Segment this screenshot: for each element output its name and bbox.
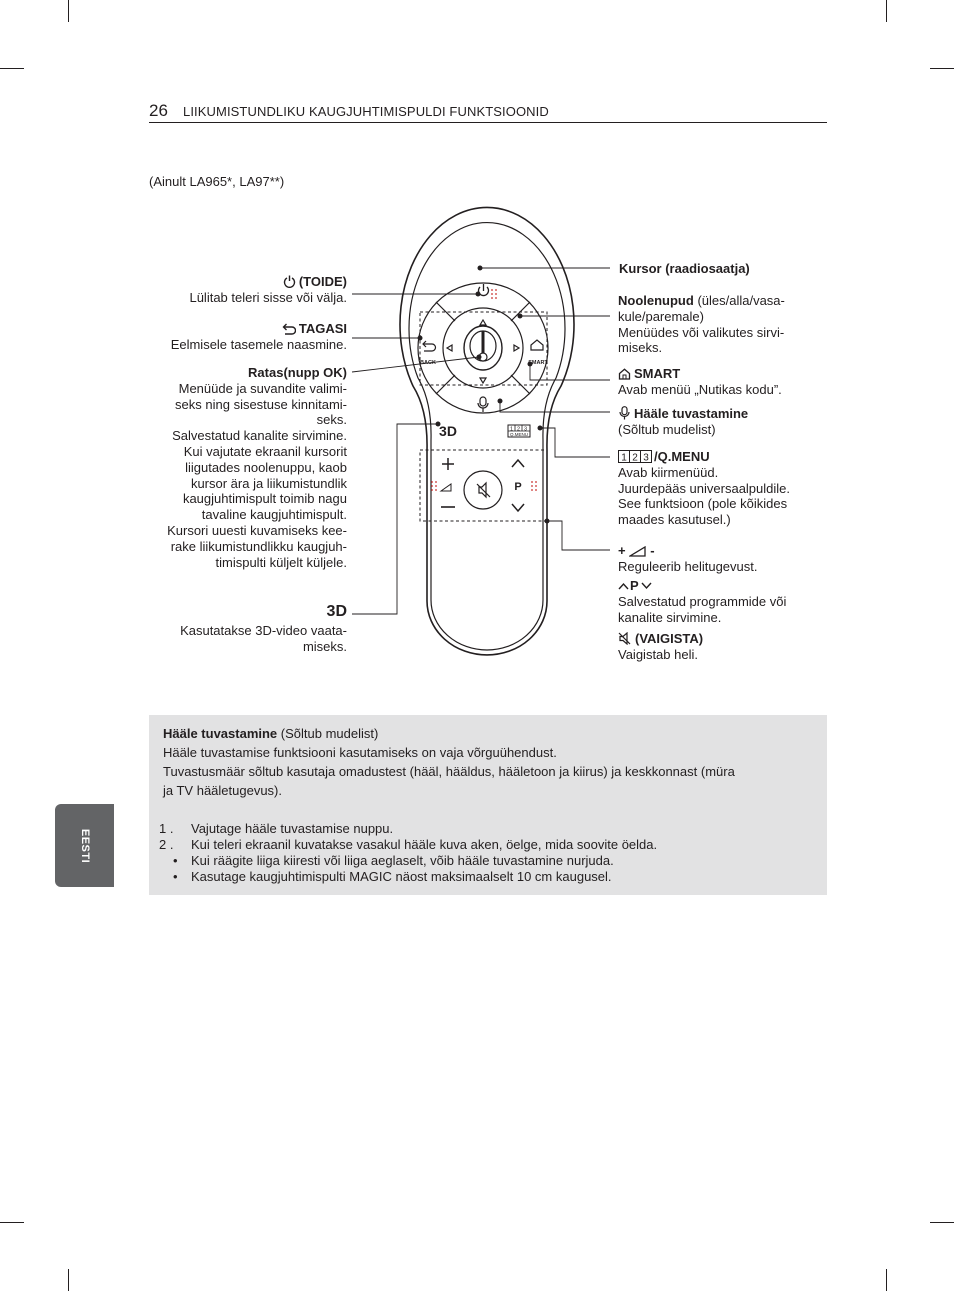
volume-icon xyxy=(629,546,647,557)
cursor-label xyxy=(619,261,829,277)
volume-label xyxy=(618,543,830,575)
wheel-description-line: Menüüde ja suvandite valimi- xyxy=(178,380,347,396)
wheel-title: Ratas(nupp OK) xyxy=(248,365,347,380)
cursor-title: Kursor (raadiosaatja) xyxy=(619,261,750,276)
smart-label xyxy=(618,366,830,398)
channel-down-icon xyxy=(512,504,524,511)
bullet-text: Kui räägite liiga kiiresti või liiga aeglaselt, võib hääle tuvastamine nurjuda. xyxy=(191,853,614,868)
arrows-title-suffix: (üles/alla/vasa- xyxy=(693,293,785,308)
chevron-up-icon xyxy=(618,582,629,590)
home-icon xyxy=(618,368,631,380)
smart-description: Avab menüü „Nutikas kodu”. xyxy=(618,381,782,397)
list-marker: 2 . xyxy=(159,837,174,852)
home-icon xyxy=(531,340,543,350)
list-marker: 1 . xyxy=(159,821,174,836)
wheel-description-line: liigutades noolenuppu, kaob xyxy=(185,459,347,475)
bullet-item: • Kui räägite liiga kiiresti või liiga aeglaselt, võib hääle tuvastamine nurjuda. xyxy=(173,853,614,868)
bullet-item: • Kasutage kaugjuhtimispulti MAGIC näost maksimaalselt 10 cm kaugusel. xyxy=(173,869,612,884)
qmenu-digit: 2 xyxy=(516,426,521,433)
mic-icon xyxy=(480,397,486,406)
qmenu-title: /Q.MENU xyxy=(654,449,710,464)
remote-inner-outline xyxy=(409,223,565,650)
arrows-description-line: kule/paremale) xyxy=(618,308,704,324)
chevron-down-icon xyxy=(641,582,652,590)
back-button-label: BACK xyxy=(420,360,436,366)
qmenu-digit: 1 xyxy=(509,426,514,433)
power-icon xyxy=(283,275,296,288)
power-description: Lülitab teleri sisse või välja. xyxy=(189,289,347,305)
note-title-suffix: (Sõltub mudelist) xyxy=(277,726,379,741)
wheel-description-line: kaugjuhtimispult toimib nagu xyxy=(182,491,347,507)
note-paragraph: Tuvastusmäär sõltub kasutaja omadustest (hääl, hääldus, hääletoon ja kiirus) ja keskkonnast (müra xyxy=(163,764,735,779)
list-item xyxy=(159,837,657,853)
arrows-description-line: Menüüdes või valikutes sirvi- xyxy=(618,324,785,340)
list-item xyxy=(159,821,393,837)
p-button-label: P xyxy=(514,481,522,493)
qmenu-description-line: See funktsioon (pole kõikides xyxy=(618,496,788,512)
three-d-description-line: Kasutatakse 3D-video vaata- xyxy=(180,622,347,638)
voice-recognition-note xyxy=(149,715,827,895)
volume-icon xyxy=(441,484,451,491)
power-title: (TOIDE) xyxy=(298,274,347,289)
voice-title: Hääle tuvastamine xyxy=(634,406,749,421)
qmenu-icon-digit: 1 xyxy=(621,452,627,463)
volume-plus-sign: + xyxy=(618,543,626,558)
number-keys-icon xyxy=(618,450,653,463)
arrow-left-icon xyxy=(447,345,452,351)
mute-icon xyxy=(618,632,632,645)
arrows-label xyxy=(618,293,830,356)
back-label xyxy=(140,321,347,353)
page-title: LIIKUMISTUNDLIKU KAUGJUHTIMISPULDI FUNKTSIOONID xyxy=(183,104,549,119)
mic-icon xyxy=(618,406,631,420)
three-d-title: 3D xyxy=(326,603,347,620)
wheel-description-line: Salvestatud kanalite sirvimine. xyxy=(172,428,347,444)
note-paragraph: ja TV hääletugevus). xyxy=(163,783,282,798)
qmenu-icon-digit: 3 xyxy=(643,452,649,463)
back-title: TAGASI xyxy=(298,321,347,336)
list-text: Vajutage hääle tuvastamise nuppu. xyxy=(191,821,394,836)
wheel-description-line: seks. xyxy=(316,412,347,428)
qmenu-digit: 3 xyxy=(523,426,528,433)
volume-minus-sign: - xyxy=(650,543,655,558)
back-icon xyxy=(282,323,296,335)
wheel-description-line: seks ning sisestuse kinnitami- xyxy=(175,396,347,412)
power-label xyxy=(140,274,347,306)
mute-title: (VAIGISTA) xyxy=(635,631,704,646)
mute-label xyxy=(618,631,830,663)
note-title: Hääle tuvastamine xyxy=(163,726,278,741)
three-d-label xyxy=(140,604,347,654)
smart-title: SMART xyxy=(634,366,681,381)
crop-mark xyxy=(0,1222,24,1223)
mute-description: Vaigistab heli. xyxy=(618,646,698,662)
remote-body xyxy=(400,207,574,654)
wheel-description-line: tavaline kaugjuhtimispult. xyxy=(201,507,347,523)
page-number: 26 xyxy=(149,101,168,120)
wheel-description-line: Kui vajutate ekraanil kursorit xyxy=(183,443,347,459)
wheel-label xyxy=(120,365,347,570)
qmenu-description-line: Juurdepääs universaalpuldile. xyxy=(618,480,791,496)
program-description-line: Salvestatud programmide või xyxy=(618,593,787,609)
qmenu-button-label: Q.MENU xyxy=(510,432,528,437)
wheel-description-line: rake liikumistundlikku kaugjuh- xyxy=(170,538,347,554)
crop-mark xyxy=(886,1269,887,1291)
bullet-text: Kasutage kaugjuhtimispulti MAGIC näost maksimaalselt 10 cm kaugusel. xyxy=(191,869,612,884)
arrow-up-icon xyxy=(480,320,486,325)
smart-button-label: SMART xyxy=(528,360,548,366)
note-paragraph: Hääle tuvastamise funktsiooni kasutamiseks on vaja võrguühendust. xyxy=(163,745,557,760)
models-note: (Ainult LA965*, LA97**) xyxy=(149,174,285,189)
arrows-description-line: miseks. xyxy=(618,340,663,356)
arrows-title: Noolenupud xyxy=(618,293,694,308)
wheel-description-line: kursor ära ja liikumistundlik xyxy=(190,475,347,491)
program-title: P xyxy=(630,578,639,593)
language-tab-label: EESTI xyxy=(78,828,91,863)
qmenu-label xyxy=(618,449,830,528)
back-description: Eelmisele tasemele naasmine. xyxy=(170,336,347,352)
arrow-down-icon xyxy=(480,378,486,383)
volume-description: Reguleerib helitugevust. xyxy=(618,558,758,574)
language-tab xyxy=(55,804,114,887)
list-text: Kui teleri ekraanil kuvatakse vasakul hääle kuva aken, öelge, mida soovite öelda. xyxy=(191,837,658,852)
wheel-description-line: Kursori uuesti kuvamiseks kee- xyxy=(167,522,347,538)
channel-up-icon xyxy=(512,460,524,467)
program-description-line: kanalite sirvimine. xyxy=(618,609,722,625)
voice-description: (Sõltub mudelist) xyxy=(618,421,716,437)
crop-mark xyxy=(68,1269,69,1291)
wheel-description-line: timispulti küljelt küljele. xyxy=(215,554,347,570)
crop-mark xyxy=(930,1222,954,1223)
qmenu-icon-digit: 2 xyxy=(632,452,638,463)
voice-label xyxy=(618,406,830,438)
three-d-button-label: 3D xyxy=(439,423,457,439)
arrow-right-icon xyxy=(514,345,519,351)
three-d-description-line: miseks. xyxy=(302,638,347,654)
qmenu-description-line: Avab kiirmenüüd. xyxy=(618,464,719,480)
qmenu-description-line: maades kasutusel.) xyxy=(618,512,731,528)
program-label xyxy=(618,578,830,625)
